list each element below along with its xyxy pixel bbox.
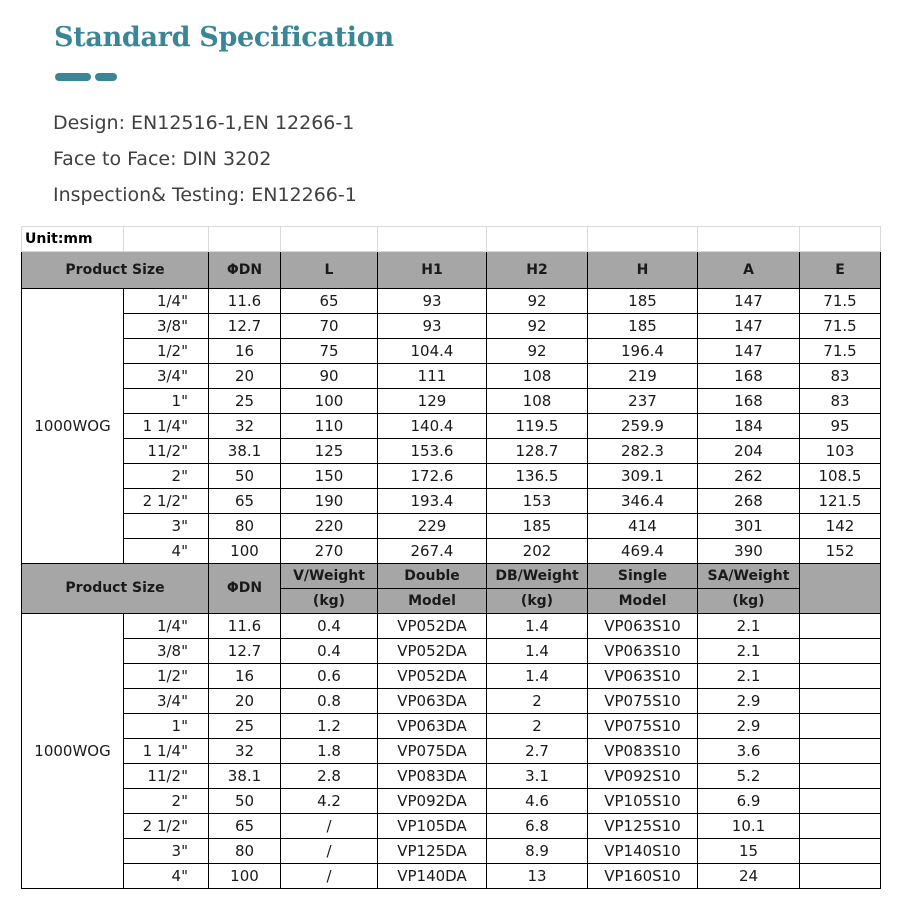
table1-cell: 202: [487, 539, 588, 564]
table1-cell: 268: [698, 489, 800, 514]
table2-cell: 3.6: [698, 739, 800, 764]
header-dn: ΦDN: [209, 252, 281, 289]
table2-cell: 32: [209, 739, 281, 764]
table1-cell: 70: [281, 314, 378, 339]
table1-cell: 185: [588, 289, 698, 314]
header2-empty: [800, 564, 881, 614]
table2-cell: VP092S10: [588, 764, 698, 789]
table2-cell: VP160S10: [588, 864, 698, 889]
table2-cell: VP105DA: [378, 814, 487, 839]
table1-row: [22, 339, 881, 364]
spec-face-to-face: Face to Face: DIN 3202: [53, 148, 272, 170]
table1-cell: 469.4: [588, 539, 698, 564]
table2-row: [22, 814, 881, 839]
table1-cell: 92: [487, 314, 588, 339]
table1-cell: 193.4: [378, 489, 487, 514]
table1-cell: 153.6: [378, 439, 487, 464]
table1-cell: 92: [487, 339, 588, 364]
table2-group-label: 1000WOG: [22, 614, 124, 889]
table2-cell: /: [281, 839, 378, 864]
table1-cell: 75: [281, 339, 378, 364]
table1-row: [22, 439, 881, 464]
table1-cell: 71.5: [800, 289, 881, 314]
table2-cell: 2.7: [487, 739, 588, 764]
header2-bottom-cell: Model: [378, 589, 487, 614]
table1-cell: 309.1: [588, 464, 698, 489]
table2-cell: VP052DA: [378, 639, 487, 664]
table2-cell: 6.8: [487, 814, 588, 839]
table2-cell: 11/2": [124, 764, 209, 789]
table2-cell: 3/4": [124, 689, 209, 714]
table1-cell: 168: [698, 364, 800, 389]
unit-label: Unit:mm: [22, 227, 124, 252]
table2-cell: 1": [124, 714, 209, 739]
table2-cell: 0.8: [281, 689, 378, 714]
table1-cell: 83: [800, 364, 881, 389]
table2-cell: VP083S10: [588, 739, 698, 764]
table1-cell: 346.4: [588, 489, 698, 514]
table1-cell: 128.7: [487, 439, 588, 464]
table1-cell: 93: [378, 289, 487, 314]
table2-row: [22, 639, 881, 664]
table1-cell: 3": [124, 514, 209, 539]
table1-cell: 147: [698, 339, 800, 364]
table2-cell: 2: [487, 689, 588, 714]
table1-cell: 3/4": [124, 364, 209, 389]
table1-cell: 147: [698, 314, 800, 339]
table2-cell: VP052DA: [378, 614, 487, 639]
table1-cell: 92: [487, 289, 588, 314]
table2-cell: 0.6: [281, 664, 378, 689]
table2-cell: 2.1: [698, 614, 800, 639]
table2-cell: 2 1/2": [124, 814, 209, 839]
table2-cell: 1 1/4": [124, 739, 209, 764]
table2-row: [22, 789, 881, 814]
table2-cell: VP063S10: [588, 664, 698, 689]
table1-row: [22, 464, 881, 489]
table1-cell: 237: [588, 389, 698, 414]
table2-cell: 1.8: [281, 739, 378, 764]
table1-cell: 108.5: [800, 464, 881, 489]
table1-cell: 119.5: [487, 414, 588, 439]
table1-cell: 2": [124, 464, 209, 489]
table1-cell: 110: [281, 414, 378, 439]
title-underline-short: [95, 73, 117, 81]
table1-cell: 25: [209, 389, 281, 414]
table2-cell: 11.6: [209, 614, 281, 639]
spec-list: [53, 105, 357, 213]
table2-cell: 1.4: [487, 664, 588, 689]
table2-row: [22, 839, 881, 864]
table1-cell: 262: [698, 464, 800, 489]
table2-row: [22, 864, 881, 889]
table2-cell: VP063DA: [378, 714, 487, 739]
table1-cell: 1/4": [124, 289, 209, 314]
table1-cell: 121.5: [800, 489, 881, 514]
header2-top-cell: DB/Weight: [487, 564, 588, 589]
table1-row: [22, 289, 881, 314]
spec-inspection: Inspection& Testing: EN12266-1: [53, 184, 357, 206]
table1-row: [22, 514, 881, 539]
table1-cell: 229: [378, 514, 487, 539]
table1-row: [22, 489, 881, 514]
table2-cell: 8.9: [487, 839, 588, 864]
table2-empty-cell: [800, 714, 881, 739]
table2-cell: 2.9: [698, 714, 800, 739]
table2-cell: 16: [209, 664, 281, 689]
table2-cell: VP075S10: [588, 689, 698, 714]
header-e: E: [800, 252, 881, 289]
header-h: H: [588, 252, 698, 289]
table2-cell: 2.1: [698, 639, 800, 664]
table1-row: [22, 314, 881, 339]
table2-cell: /: [281, 814, 378, 839]
table2-cell: 100: [209, 864, 281, 889]
header2-bottom-cell: Model: [588, 589, 698, 614]
table1-cell: 129: [378, 389, 487, 414]
table1-cell: 414: [588, 514, 698, 539]
table2-cell: 2.8: [281, 764, 378, 789]
table1-cell: 65: [209, 489, 281, 514]
header2-top-cell: Single: [588, 564, 698, 589]
table1-header-row: [22, 252, 881, 289]
table1-cell: 20: [209, 364, 281, 389]
table2-cell: 15: [698, 839, 800, 864]
table2-cell: 65: [209, 814, 281, 839]
table1-cell: 390: [698, 539, 800, 564]
table2-cell: 5.2: [698, 764, 800, 789]
header-product-size: Product Size: [22, 252, 209, 289]
table1-cell: 80: [209, 514, 281, 539]
table2-cell: 2.9: [698, 689, 800, 714]
table1-cell: 136.5: [487, 464, 588, 489]
table1-cell: 1/2": [124, 339, 209, 364]
table2-cell: 3.1: [487, 764, 588, 789]
header2-top-cell: SA/Weight: [698, 564, 800, 589]
table2-empty-cell: [800, 614, 881, 639]
table2-empty-cell: [800, 764, 881, 789]
table2-cell: VP140DA: [378, 864, 487, 889]
table1-cell: 196.4: [588, 339, 698, 364]
table2-cell: VP075DA: [378, 739, 487, 764]
table2-cell: 1/2": [124, 664, 209, 689]
table2-cell: 4.6: [487, 789, 588, 814]
table2-cell: VP063S10: [588, 614, 698, 639]
table2-cell: 4.2: [281, 789, 378, 814]
table1-cell: 219: [588, 364, 698, 389]
table1-cell: 111: [378, 364, 487, 389]
table1-cell: 16: [209, 339, 281, 364]
table1-row: [22, 389, 881, 414]
table2-cell: VP125S10: [588, 814, 698, 839]
table1-cell: 65: [281, 289, 378, 314]
header-a: A: [698, 252, 800, 289]
table2-cell: 0.4: [281, 614, 378, 639]
table1-row: [22, 539, 881, 564]
table1-cell: 184: [698, 414, 800, 439]
table1-cell: 90: [281, 364, 378, 389]
table2-cell: 20: [209, 689, 281, 714]
table1-cell: 3/8": [124, 314, 209, 339]
table1-cell: 38.1: [209, 439, 281, 464]
table2-row: [22, 689, 881, 714]
table2-cell: 3": [124, 839, 209, 864]
table2-cell: 0.4: [281, 639, 378, 664]
page-title: Standard Specification: [54, 22, 394, 53]
table1-cell: 142: [800, 514, 881, 539]
table2-cell: 1/4": [124, 614, 209, 639]
table2-cell: 2.1: [698, 664, 800, 689]
table2-empty-cell: [800, 689, 881, 714]
table2-cell: 1.2: [281, 714, 378, 739]
header2-top-cell: Double: [378, 564, 487, 589]
table2-cell: VP092DA: [378, 789, 487, 814]
header2-dn: ΦDN: [209, 564, 281, 614]
table1-cell: 103: [800, 439, 881, 464]
title-underline-long: [55, 73, 91, 81]
spec-table: [21, 226, 881, 889]
table2-row: [22, 614, 881, 639]
table2-cell: 24: [698, 864, 800, 889]
table2-cell: 6.9: [698, 789, 800, 814]
table1-cell: 11/2": [124, 439, 209, 464]
table1-cell: 12.7: [209, 314, 281, 339]
table2-cell: VP105S10: [588, 789, 698, 814]
table2-row: [22, 714, 881, 739]
table2-row: [22, 664, 881, 689]
table1-cell: 50: [209, 464, 281, 489]
table2-cell: 4": [124, 864, 209, 889]
table1-cell: 125: [281, 439, 378, 464]
table2-header-row-top: [22, 564, 881, 589]
table2-empty-cell: [800, 639, 881, 664]
header2-bottom-cell: (kg): [487, 589, 588, 614]
table1-cell: 220: [281, 514, 378, 539]
table2-cell: VP063S10: [588, 639, 698, 664]
table2-cell: 3/8": [124, 639, 209, 664]
table1-cell: 267.4: [378, 539, 487, 564]
table2-cell: 38.1: [209, 764, 281, 789]
header-l: L: [281, 252, 378, 289]
table2-row: [22, 764, 881, 789]
table2-cell: VP140S10: [588, 839, 698, 864]
table1-cell: 168: [698, 389, 800, 414]
table1-cell: 140.4: [378, 414, 487, 439]
header2-product-size: Product Size: [22, 564, 209, 614]
table2-row: [22, 739, 881, 764]
table2-empty-cell: [800, 664, 881, 689]
table1-cell: 301: [698, 514, 800, 539]
spec-design: Design: EN12516-1,EN 12266-1: [53, 112, 355, 134]
table1-cell: 4": [124, 539, 209, 564]
table1-cell: 95: [800, 414, 881, 439]
table2-cell: VP125DA: [378, 839, 487, 864]
table1-cell: 147: [698, 289, 800, 314]
table2-cell: 12.7: [209, 639, 281, 664]
table1-cell: 185: [588, 314, 698, 339]
table1-cell: 259.9: [588, 414, 698, 439]
table2-cell: 2: [487, 714, 588, 739]
table1-cell: 1": [124, 389, 209, 414]
table1-cell: 204: [698, 439, 800, 464]
header2-bottom-cell: (kg): [281, 589, 378, 614]
table2-cell: 10.1: [698, 814, 800, 839]
table2-empty-cell: [800, 739, 881, 764]
header2-top-cell: V/Weight: [281, 564, 378, 589]
table2-cell: 1.4: [487, 639, 588, 664]
table2-cell: 25: [209, 714, 281, 739]
table2-cell: 50: [209, 789, 281, 814]
table1-cell: 152: [800, 539, 881, 564]
table1-cell: 108: [487, 364, 588, 389]
table2-empty-cell: [800, 839, 881, 864]
table1-row: [22, 364, 881, 389]
table2-empty-cell: [800, 864, 881, 889]
table2-empty-cell: [800, 789, 881, 814]
table2-cell: 2": [124, 789, 209, 814]
table1-cell: 185: [487, 514, 588, 539]
table1-cell: 1 1/4": [124, 414, 209, 439]
table1-cell: 172.6: [378, 464, 487, 489]
table1-cell: 150: [281, 464, 378, 489]
unit-row: [22, 227, 881, 252]
table2-cell: 80: [209, 839, 281, 864]
table2-cell: 1.4: [487, 614, 588, 639]
table2-cell: /: [281, 864, 378, 889]
table2-cell: VP083DA: [378, 764, 487, 789]
table1-cell: 270: [281, 539, 378, 564]
table1-cell: 93: [378, 314, 487, 339]
table1-cell: 2 1/2": [124, 489, 209, 514]
header-h2: H2: [487, 252, 588, 289]
header2-bottom-cell: (kg): [698, 589, 800, 614]
table2-cell: VP063DA: [378, 689, 487, 714]
table1-cell: 190: [281, 489, 378, 514]
table1-cell: 108: [487, 389, 588, 414]
table1-cell: 104.4: [378, 339, 487, 364]
table1-row: [22, 414, 881, 439]
table1-cell: 282.3: [588, 439, 698, 464]
table2-empty-cell: [800, 814, 881, 839]
table1-cell: 11.6: [209, 289, 281, 314]
table1-cell: 83: [800, 389, 881, 414]
table2-cell: VP052DA: [378, 664, 487, 689]
header-h1: H1: [378, 252, 487, 289]
table1-cell: 71.5: [800, 339, 881, 364]
table1-group-label: 1000WOG: [22, 289, 124, 564]
table1-cell: 100: [209, 539, 281, 564]
table1-cell: 100: [281, 389, 378, 414]
table1-cell: 71.5: [800, 314, 881, 339]
table2-cell: VP075S10: [588, 714, 698, 739]
table1-cell: 32: [209, 414, 281, 439]
table1-cell: 153: [487, 489, 588, 514]
table2-cell: 13: [487, 864, 588, 889]
